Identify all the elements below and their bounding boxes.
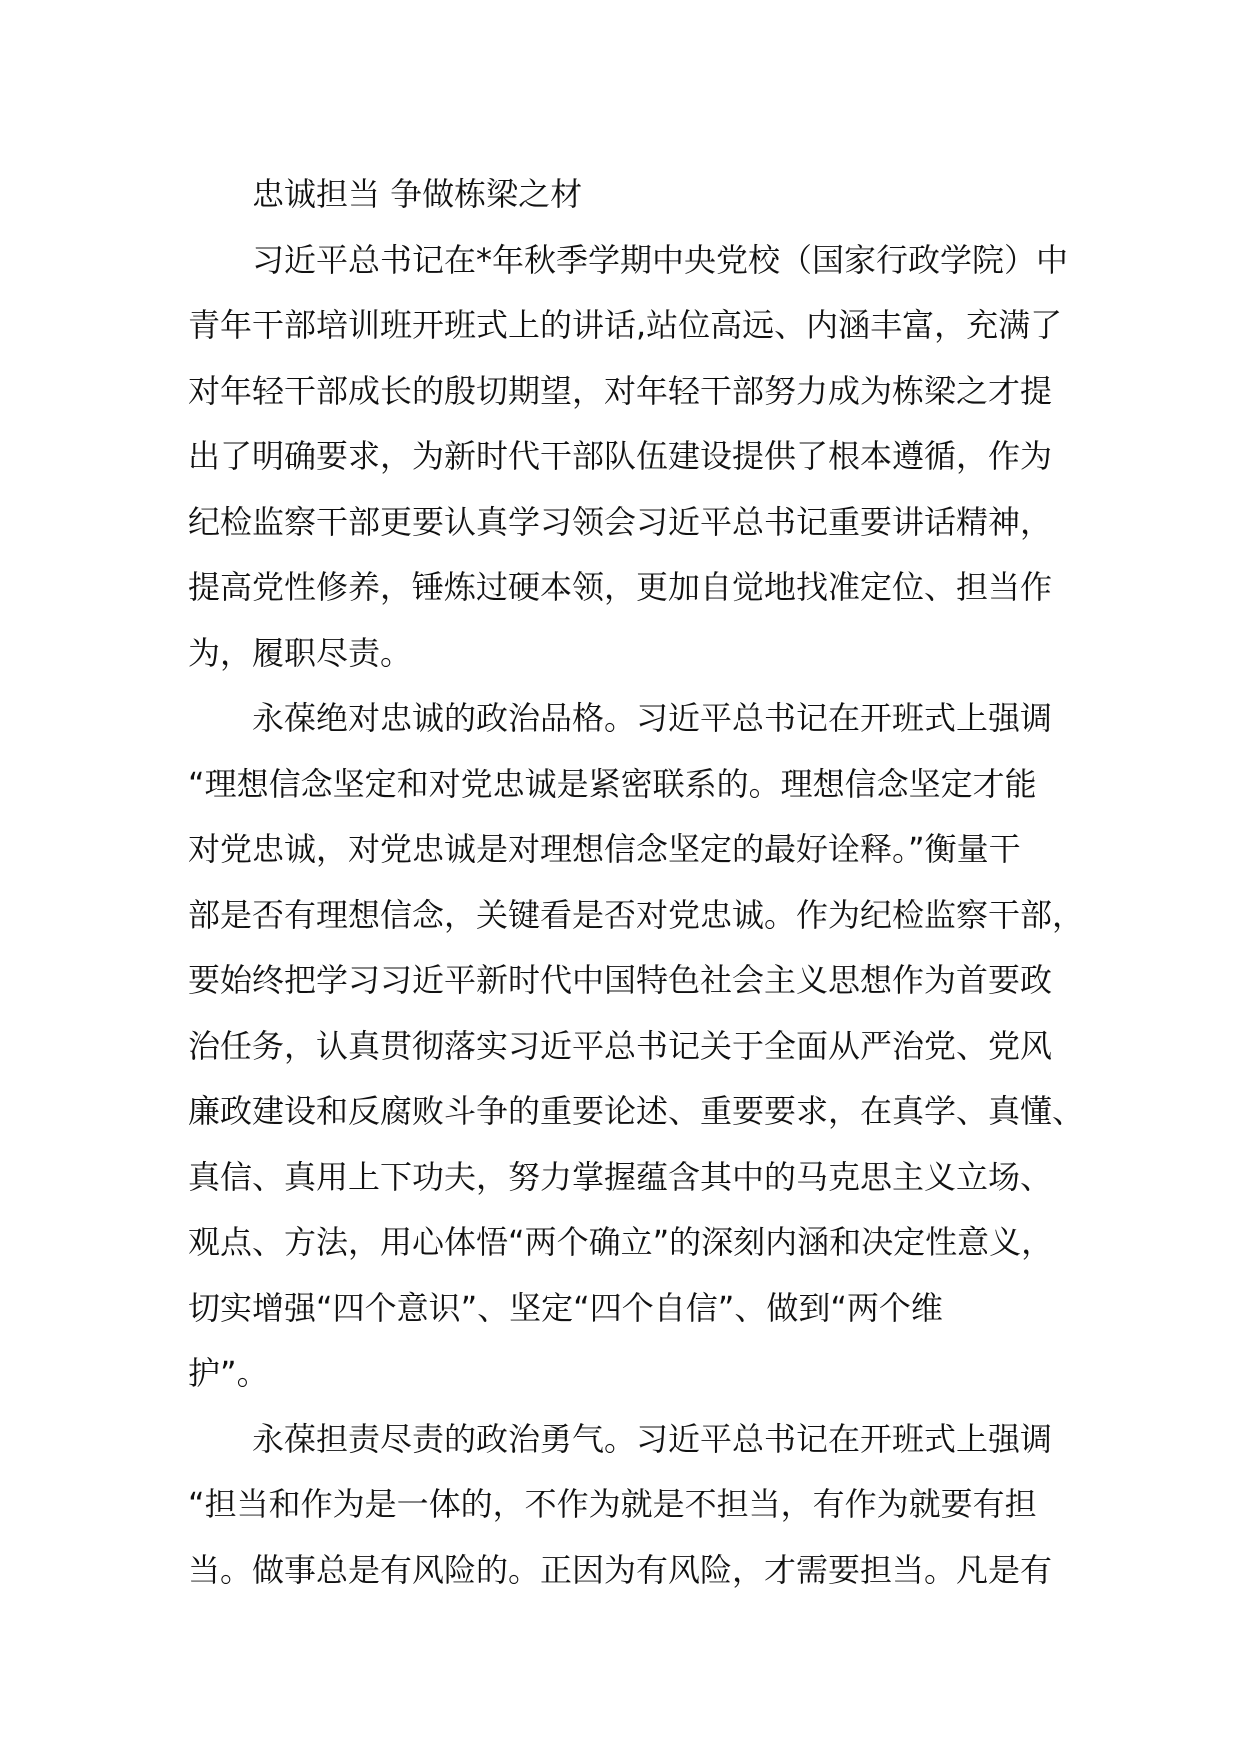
paragraph-1-line: 青年干部培训班开班式上的讲话,站位高远、内涵丰富，充满了 — [188, 306, 1063, 344]
paragraph-3-line: “担当和作为是一体的，不作为就是不担当，有作为就要有担 — [188, 1485, 1037, 1523]
paragraph-2-line: 廉政建设和反腐败斗争的重要论述、重要要求，在真学、真懂、 — [188, 1092, 1085, 1130]
paragraph-1-line: 提高党性修养，锤炼过硬本领，更加自觉地找准定位、担当作 — [188, 568, 1053, 606]
paragraph-2-line: 部是否有理想信念，关键看是否对党忠诚。作为纪检监察干部， — [188, 895, 1085, 934]
paragraph-1-line: 对年轻干部成长的殷切期望，对年轻干部努力成为栋梁之才提 — [188, 371, 1053, 410]
paragraph-2-line: 治任务，认真贯彻落实习近平总书记关于全面从严治党、党风 — [188, 1026, 1053, 1065]
paragraph-2-line: 对党忠诚，对党忠诚是对理想信念坚定的最好诠释。”衡量干 — [188, 830, 1021, 868]
paragraph-2-line: 要始终把学习习近平新时代中国特色社会主义思想作为首要政 — [188, 961, 1053, 999]
paragraph-1-line: 出了明确要求，为新时代干部队伍建设提供了根本遵循，作为 — [188, 437, 1053, 475]
paragraph-2-line: 真信、真用上下功夫，努力掌握蕴含其中的马克思主义立场、 — [188, 1157, 1053, 1196]
document-title: 忠诚担当 争做栋梁之材 — [252, 175, 583, 213]
paragraph-2-line: 永葆绝对忠诚的政治品格。习近平总书记在开班式上强调 — [252, 699, 1053, 737]
paragraph-3-line: 永葆担责尽责的政治勇气。习近平总书记在开班式上强调 — [252, 1419, 1053, 1458]
paragraph-2-line: 观点、方法，用心体悟“两个确立”的深刻内涵和决定性意义， — [188, 1223, 1054, 1261]
paragraph-1-line: 纪检监察干部更要认真学习领会习近平总书记重要讲话精神， — [188, 502, 1053, 541]
paragraph-1-line: 为，履职尽责。 — [188, 633, 413, 672]
paragraph-2-line: 护”。 — [188, 1354, 269, 1392]
document-body — [188, 162, 1085, 1603]
paragraph-3-line: 当。做事总是有风险的。正因为有风险，才需要担当。凡是有 — [188, 1550, 1053, 1589]
paragraph-1-line: 习近平总书记在*年秋季学期中央党校（国家行政学院）中 — [252, 240, 1069, 279]
paragraph-2-line: 切实增强“四个意识”、坚定“四个自信”、做到“两个维 — [188, 1288, 943, 1327]
paragraph-2-line: “理想信念坚定和对党忠诚是紧密联系的。理想信念坚定才能 — [188, 764, 1037, 803]
